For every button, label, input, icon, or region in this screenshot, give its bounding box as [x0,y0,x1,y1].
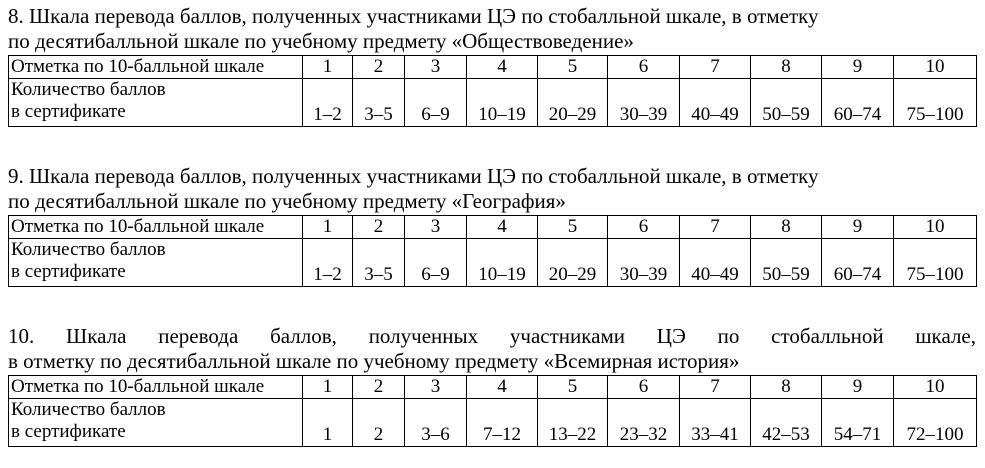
points-row-label [9,79,303,127]
grade-row-label: Отметка по 10-балльной шкале [9,56,303,79]
grade-cell: 7 [680,216,751,239]
points-range-cell: 6–9 [405,79,467,127]
grade-cell: 10 [894,56,977,79]
points-range-cell: 6–9 [405,239,467,287]
points-range-cell: 1 [303,399,353,447]
points-label-line-1: Количество баллов [11,399,166,420]
grade-conversion-table [8,375,977,447]
title-line-2: по десятибалльной шкале по учебному предмету «География» [8,189,566,213]
points-range-cell: 3–5 [353,239,405,287]
grade-row [9,216,977,239]
points-label-line-1: Количество баллов [11,79,166,100]
points-row [9,239,977,287]
title-line-1: 9. Шкала перевода баллов, полученных участниками ЦЭ по стобалльной шкале, в отметку [8,164,819,188]
points-range-cell: 7–12 [467,399,538,447]
grade-cell: 4 [467,376,538,399]
grade-conversion-table [8,55,977,127]
points-range-cell: 75–100 [894,239,977,287]
grade-cell: 9 [822,376,894,399]
points-row-label [9,239,303,287]
grade-row-label: Отметка по 10-балльной шкале [9,376,303,399]
points-label-line-2: в сертификате [11,421,126,442]
points-range-cell: 72–100 [894,399,977,447]
points-range-cell: 10–19 [467,239,538,287]
grade-cell: 1 [303,56,353,79]
points-range-cell: 3–5 [353,79,405,127]
grade-cell: 9 [822,216,894,239]
grade-cell: 9 [822,56,894,79]
points-range-cell: 20–29 [538,79,608,127]
points-label-line-2: в сертификате [11,101,126,122]
points-range-cell: 30–39 [608,79,680,127]
grade-cell: 3 [405,376,467,399]
title-line-2: по десятибалльной шкале по учебному предмету «Обществоведение» [8,29,634,53]
grade-cell: 5 [538,56,608,79]
grade-cell: 8 [751,376,822,399]
section-social-studies [8,4,976,127]
grade-cell: 7 [680,376,751,399]
grade-cell: 5 [538,216,608,239]
grade-row [9,376,977,399]
points-row [9,399,977,447]
grade-cell: 6 [608,376,680,399]
points-label-line-1: Количество баллов [11,239,166,260]
points-range-cell: 40–49 [680,239,751,287]
section-title [8,4,976,54]
grade-cell: 8 [751,56,822,79]
section-title [8,164,976,214]
points-range-cell: 10–19 [467,79,538,127]
grade-cell: 8 [751,216,822,239]
points-range-cell: 75–100 [894,79,977,127]
section-title [8,324,976,374]
points-row [9,79,977,127]
points-range-cell: 1–2 [303,79,353,127]
points-range-cell: 1–2 [303,239,353,287]
points-range-cell: 30–39 [608,239,680,287]
grade-cell: 1 [303,376,353,399]
points-range-cell: 54–71 [822,399,894,447]
grade-cell: 3 [405,216,467,239]
grade-cell: 3 [405,56,467,79]
grade-cell: 6 [608,56,680,79]
points-range-cell: 50–59 [751,239,822,287]
grade-row [9,56,977,79]
grade-conversion-table [8,215,977,287]
points-label-line-2: в сертификате [11,261,126,282]
grade-cell: 2 [353,376,405,399]
grade-cell: 10 [894,216,977,239]
points-range-cell: 60–74 [822,239,894,287]
grade-cell: 1 [303,216,353,239]
grade-cell: 2 [353,56,405,79]
grade-cell: 2 [353,216,405,239]
points-range-cell: 33–41 [680,399,751,447]
points-range-cell: 13–22 [538,399,608,447]
grade-cell: 4 [467,56,538,79]
points-row-label [9,399,303,447]
title-line-1: 10. Шкала перевода баллов, полученных участниками ЦЭ по стобалльной шкале, [8,324,976,348]
section-geography [8,164,976,287]
points-range-cell: 23–32 [608,399,680,447]
points-range-cell: 20–29 [538,239,608,287]
title-line-1: 8. Шкала перевода баллов, полученных участниками ЦЭ по стобалльной шкале, в отметку [8,4,819,28]
points-range-cell: 50–59 [751,79,822,127]
title-line-2: в отметку по десятибалльной шкале по учебному предмету «Всемирная история» [8,349,740,373]
grade-cell: 7 [680,56,751,79]
grade-cell: 5 [538,376,608,399]
points-range-cell: 3–6 [405,399,467,447]
grade-cell: 6 [608,216,680,239]
points-range-cell: 60–74 [822,79,894,127]
points-range-cell: 2 [353,399,405,447]
section-world-history [8,324,976,447]
points-range-cell: 42–53 [751,399,822,447]
grade-cell: 4 [467,216,538,239]
grade-cell: 10 [894,376,977,399]
points-range-cell: 40–49 [680,79,751,127]
grade-row-label: Отметка по 10-балльной шкале [9,216,303,239]
